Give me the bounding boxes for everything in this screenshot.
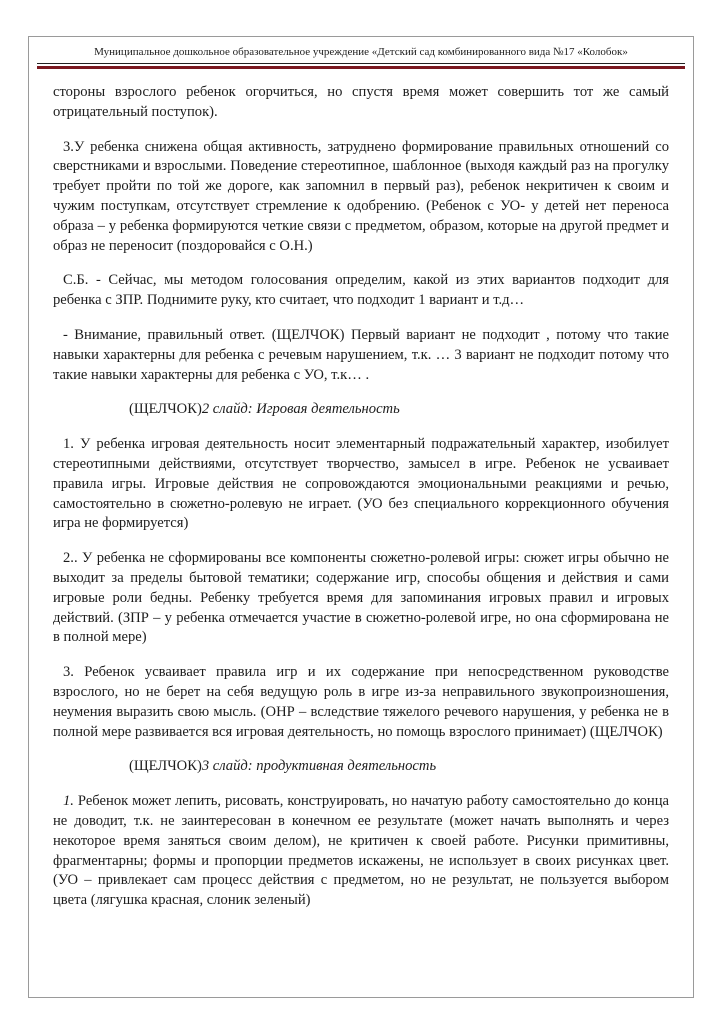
header-divider bbox=[37, 63, 685, 70]
paragraph-play-3: 3. Ребенок усваивает правила игр и их содержание при непосредственном руководстве взрослого, но не берет на себя ведущую роль в игре из-за неправильного звукопроизношения, неумения выразить свою мысль. (ОНР – вследствие тяжелого речевого нарушения, у ребенка не в полной мере развивается вся игровая деятельность, но помощь взрослого принимает) (ЩЕЛЧОК) bbox=[53, 664, 669, 740]
paragraph-continuation: стороны взрослого ребенок огорчиться, но спустя время может совершить тот же самый отрицательный поступок). bbox=[53, 84, 669, 120]
page-frame bbox=[28, 36, 694, 998]
click-marker: (ЩЕЛЧОК) bbox=[129, 401, 202, 418]
paragraph-productive-1-text: Ребенок может лепить, рисовать, конструировать, но начатую работу самостоятельно до конца не доводит, т.к. не заинтересован в конечном ее результате (может начать выполнять и через некоторое время заняться своим делом), не критичен к своей работе. Рисунки примитивны, фрагментарны; формы и пропорции предметов искажены, не использует в своих рисунках цвет. (УО – привлекает сам процесс действия с предметом, но не результат, не пользуется выбором цвета (лягушка красная, слоник зеленый) bbox=[53, 793, 669, 909]
list-number: 1. bbox=[63, 793, 74, 810]
page-header: Муниципальное дошкольное образовательное учреждение «Детский сад комбинированного вида №17 «Колобок» bbox=[94, 46, 628, 58]
slide-3-title: 3 слайд: продуктивная деятельность bbox=[201, 758, 437, 775]
slide-2-title: 2 слайд: Игровая деятельность bbox=[201, 401, 400, 418]
document-body bbox=[53, 83, 669, 926]
slide-3-heading bbox=[53, 757, 669, 777]
click-marker: (ЩЕЛЧОК) bbox=[129, 758, 202, 775]
paragraph-productive-1 bbox=[53, 792, 669, 911]
paragraph-correct-answer: - Внимание, правильный ответ. (ЩЕЛЧОК) Первый вариант не подходит , потому что такие навыки характерны для ребенка с речевым нарушением, т.к. … 3 вариант не подходит потому что такие навыки характерны для ребенка с УО, т.к… . bbox=[53, 326, 669, 383]
paragraph-voting: С.Б. - Сейчас, мы методом голосования определим, какой из этих вариантов подходит для ребенка с ЗПР. Поднимите руку, кто считает, что подходит 1 вариант и т.д… bbox=[53, 272, 669, 309]
slide-2-heading bbox=[53, 400, 669, 420]
paragraph-variant-3: 3.У ребенка снижена общая активность, затруднено формирование правильных отношений со сверстниками и взрослыми. Поведение стереотипное, шаблонное (выходя каждый раз на прогулку требует пройти по той же дороге, как запомнил в первый раз), ребенок некритичен к своим и чужим поступкам, отсутствует стремление к одобрению. (Ребенок с УО- у детей нет переноса образа – у ребенка формируются четкие связи с предметом, образом, которые на другой предмет и образ не переносит (поздоровайся с О.Н.) bbox=[53, 138, 669, 254]
paragraph-play-2: 2.. У ребенка не сформированы все компоненты сюжетно-ролевой игры: сюжет игры обычно не выходит за пределы бытовой тематики; содержание игр, способы общения и действия и сами игровые роли бедны. Ребенку требуется время для запоминания игровых правил и игровых действий. (ЗПР – у ребенка отмечается участие в сюжетно-ролевой игре, но она сформирована не в полной мере) bbox=[53, 550, 669, 646]
paragraph-play-1: 1. У ребенка игровая деятельность носит элементарный подражательный характер, изобилует стереотипными действиями, отсутствует творчество, замысел в игре. Ребенок не усваивает правила игры. Игровые действия не сопровождаются эмоциональными реакциями и речью, самостоятельно в сюжетно-ролевую не играет. (УО без специального коррекционного обучения игра не формируется) bbox=[53, 436, 669, 532]
